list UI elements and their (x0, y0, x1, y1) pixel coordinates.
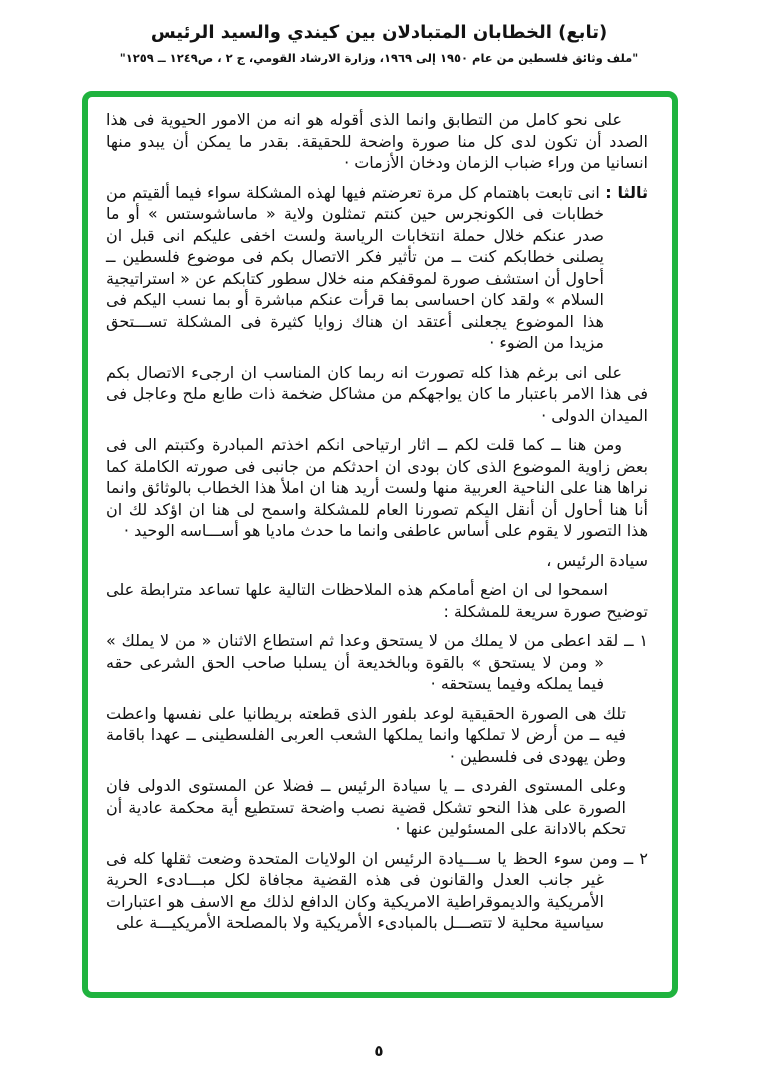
salutation-line: سيادة الرئيس ، (546, 550, 648, 570)
source-citation: "ملف وثائق فلسطين من عام ١٩٥٠ إلى ١٩٦٩، وزارة الارشاد القومي، ج ٢ ، ص١٢٤٩ ــ ١٢٥٩" (119, 51, 639, 65)
paragraph-thirdly-lead: ثالثا : (605, 182, 649, 202)
paragraph-thirdly (106, 182, 648, 354)
list-item-1 (106, 630, 648, 695)
list-item-1-sub-individual: وعلى المستوى الفردى ــ يا سيادة الرئيس ــ فضلا عن المستوى الدولى فان الصورة على هذا النحو تشكل قضية نصب واضحة تستطيع أية محكمة عادية أن تحكم بالادانة على المسئولين عنها · (106, 776, 626, 838)
paragraph-remarks-intro: اسمحوا لى ان اضع أمامكم هذه الملاحظات التالية علها تساعد مترابطة على توضيح صورة سريعة للمشكلة : (106, 580, 648, 621)
list-item-2-number: ٢ ــ (623, 848, 648, 868)
list-item-1-sub-balfour: تلك هى الصورة الحقيقية لوعد بلفور الذى قطعته بريطانيا على نفسها واعطت فيه ــ من أرض لا تملكها وانما يملكها الشعب العربى الفلسطينى ــ عهدا باقامة وطن يهودى فى فلسطين · (106, 703, 626, 766)
list-item-1-number: ١ ــ (624, 631, 649, 650)
letter-green-frame (82, 91, 678, 998)
page-title: (تابع) الخطابان المتبادلان بين كيندي والسيد الرئيس (150, 22, 608, 43)
page-number: ٥ (374, 1042, 384, 1060)
paragraph-initiative: ومن هنا ــ كما قلت لكم ــ اثار ارتياحى انكم اخذتم المبادرة وكتبتم الى فى بعض زاوية الموضوع الذى كان بودى ان احدثكم من جانبى فى صورته الكاملة كما نراها هنا على الناحية العربية منها ولست أريد هنا ان املأ هذا الخطاب بالوثائق وانما أنا هنا أحاول أن أنقل اليكم تصورنا العام للمشكلة واسمح لى هنا ان اؤكد لك ان هذا التصور لا يقوم على أساس عاطفى وانما ما حدث ماديا هو أســـاسه الوحيد · (106, 435, 648, 540)
paragraph-thirdly-text: انى تابعت باهتمام كل مرة تعرضتم فيها لهذه المشكلة سواء فيما ألقيتم من خطابات فى الكونجرس حين كنتم تمثلون ولاية « ماساشوستس » أو ما صدر عنكم خلال حملة انتخابات الرياسة ولست اخفى عليكم انى قبل ان يصلنى خطابكم كنت ــ من تأثير فكر الاتصال بكم فى موضوع فلسطين ــ أحاول أن استشف صورة لموقفكم منه خلال سطور كتابكم عن « استراتيجية السلام » ولقد كان احساسى بما قرأت عنكم مباشرة أو بما نسب اليكم فى هذا الموضوع يجعلنى أعتقد ان هناك زوايا كثيرة فى المشكلة تســـتحق مزيدا من الضوء · (106, 182, 604, 352)
list-item-2-text: ومن سوء الحظ يا ســـيادة الرئيس ان الولايات المتحدة وضعت ثقلها كله فى غير جانب العدل والقانون فى هذه القضية مجافاة لكل مبـــادىء الحرية الأمريكية والديموقراطية الامريكية وكان الدافع لذلك مع الاسف هو اعتبارات سياسية محلية لا تتصـــل بالمبادىء الأمريكية ولا بالمصلحة الأمريكيـــة على (106, 848, 618, 932)
list-item-1-text: لقد اعطى من لا يملك من لا يستحق وعدا ثم استطاع الاثنان « من لا يملك » « ومن لا يستحق » بالقوة وبالخديعة أن يسلبا صاحب الحق الشرعى حقه فيما يملكه وفيما يستحقه · (106, 631, 619, 693)
page-header (0, 22, 758, 65)
list-item-2 (106, 848, 648, 934)
paragraph-intro: على نحو كامل من التطابق وانما الذى أقوله هو انه من الامور الحيوية فى هذا الصدد أن تكون لدى كل منا صورة واضحة للحقيقة. بقدر ما يمكن أن يبدو منها انسانيا من وراء ضباب الزمان ودخان الأزمات · (106, 110, 648, 172)
paragraph-postpone: على انى برغم هذا كله تصورت انه ربما كان المناسب ان ارجىء الاتصال بكم فى هذا الامر باعتبار ما كان يواجهكم من مشاكل ضخمة ذات طابع ملح وعاجل فى الميدان الدولى · (106, 362, 648, 425)
